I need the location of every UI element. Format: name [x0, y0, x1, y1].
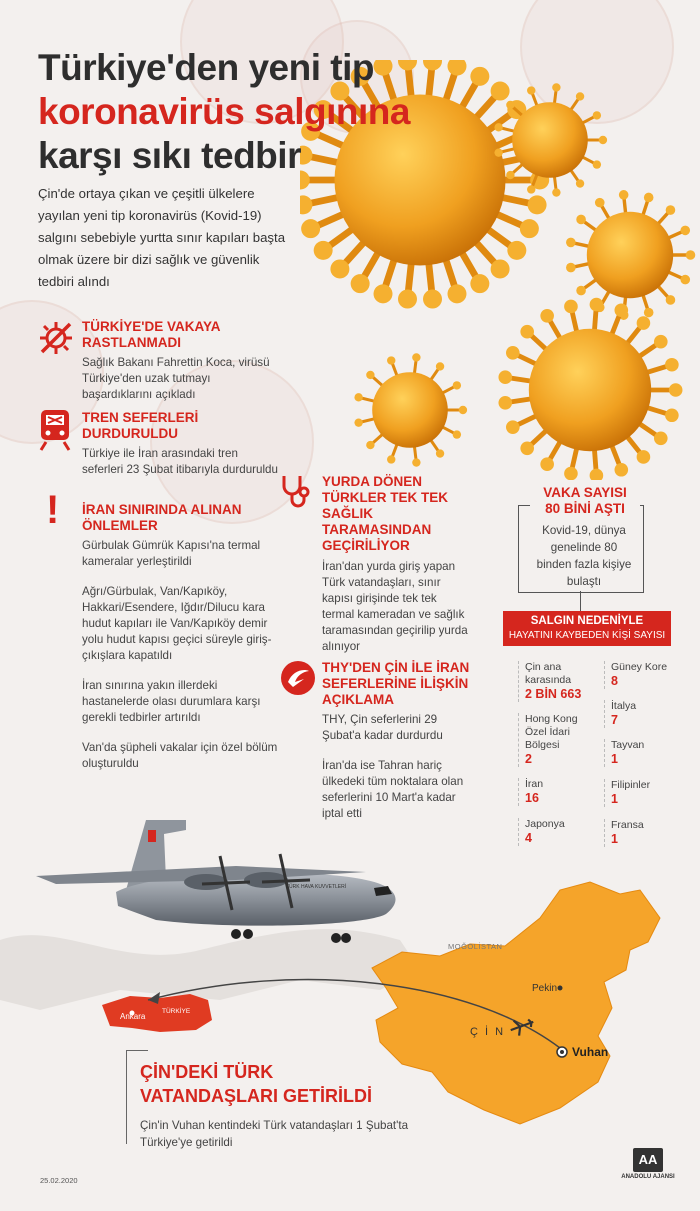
connector-line: [580, 591, 581, 611]
section-thy-heading: THY'DEN ÇİN İLE İRAN SEFERLERİNE İLİŞKİN AÇIKLAMA: [322, 660, 470, 707]
title-line-2: koronavirüs salgınına: [38, 91, 410, 132]
evac-heading-1: ÇİN'DEKİ TÜRK: [140, 1062, 274, 1082]
map-label-pekin: Pekin: [532, 983, 558, 994]
death-stat-name: Tayvan: [611, 739, 645, 751]
death-stat-value: 8: [611, 674, 618, 688]
deaths-banner-2: HAYATINI KAYBEDEN KİŞİ SAYISI: [508, 630, 666, 641]
section-evacuation: [140, 1060, 440, 1108]
section-no-cases-body: Sağlık Bakanı Fahrettin Koca, virüsü Türkiye'den uzak tutmayı başardıklarını açıkladı: [82, 356, 270, 401]
section-no-cases-heading: TÜRKİYE'DE VAKAYA RASTLANMADI: [82, 319, 220, 350]
section-no-cases: [82, 319, 282, 403]
death-stat-south-korea: [604, 661, 681, 689]
map-label-ankara: Ankara: [120, 1012, 146, 1021]
aa-logo-text: ANADOLU AJANSI: [621, 1174, 675, 1180]
aircraft-livery-text: TÜRK HAVA KUVVETLERİ: [286, 884, 347, 890]
case-count-body: Kovid-19, dünya genelinde 80 binden fazla kişiye bulaştı: [536, 524, 632, 588]
section-iran-border: [82, 502, 282, 772]
death-stat-name: Japonya: [525, 818, 565, 830]
section-returning-heading: YURDA DÖNEN TÜRKLER TEK TEK SAĞLIK TARAMASINDAN GEÇİRİLİYOR: [322, 474, 448, 553]
death-stat-italy: [604, 700, 681, 728]
section-thy-p2: İran'da ise Tahran hariç ülkedeki tüm noktalara olan seferlerini 10 Mart'a kadar iptal etti: [322, 759, 464, 820]
title-line-3: karşı sıkı tedbir: [38, 135, 301, 176]
train-icon: [38, 408, 72, 452]
death-stat-name: Hong Kong Özel İdari Bölgesi: [525, 713, 578, 751]
footer-date: 25.02.2020: [40, 1176, 78, 1185]
aa-logo: [620, 1148, 676, 1180]
virus-particle: [566, 190, 695, 320]
section-iran-p2: Ağrı/Gürbulak, Van/Kapıköy, Hakkari/Esendere, Iğdır/Dilucu kara hudut kapıları ile Van/Kapıköy demir yolu hudut kapısı geçici süreyle giriş-çıkışlara kapatıldı: [82, 585, 272, 662]
aa-logo-mark: AA: [633, 1148, 663, 1172]
section-iran-p1: Gürbulak Gümrük Kapısı'na termal kameralar yerleştirildi: [82, 539, 261, 568]
death-stat-value: 1: [611, 832, 618, 846]
section-iran-p4: Van'da şüpheli vakalar için özel bölüm oluşturuldu: [82, 741, 278, 770]
death-stat-name: İran: [525, 778, 544, 790]
virus-particle: [498, 298, 682, 480]
page-title: [38, 46, 458, 178]
section-returning: [322, 474, 480, 554]
evac-box-left-line: [126, 1050, 127, 1144]
death-stat-japan: [518, 818, 595, 846]
pekin-marker: [558, 986, 563, 991]
death-stat-value: 2 BİN 663: [525, 687, 582, 701]
death-stat-taiwan: [604, 739, 681, 767]
section-thy: [322, 660, 480, 822]
death-stat-name: İtalya: [611, 700, 637, 712]
virus-crossed-icon: [36, 318, 76, 358]
death-stat-name: Güney Kore: [611, 661, 668, 673]
stethoscope-icon: [278, 472, 318, 512]
map-label-cin: Ç İ N: [470, 1026, 506, 1038]
map-label-vuhan: Vuhan: [572, 1045, 609, 1059]
death-stat-hongkong: [518, 713, 595, 767]
evac-heading-2: VATANDAŞLARI GETİRİLDİ: [140, 1086, 372, 1106]
section-train-heading: TREN SEFERLERİ DURDURULDU: [82, 410, 199, 441]
death-stat-value: 7: [611, 713, 618, 727]
case-count-heading-2: 80 BİNİ AŞTI: [545, 501, 625, 516]
death-stat-philippines: [604, 779, 681, 807]
deaths-banner-1: SALGIN NEDENİYLE: [530, 615, 644, 627]
death-stat-name: Çin ana karasında: [525, 661, 572, 686]
section-returning-body-wrap: [322, 555, 472, 655]
death-stat-value: 1: [611, 792, 618, 806]
death-stat-value: 16: [525, 791, 539, 805]
case-count-heading-1: VAKA SAYISI: [543, 485, 627, 500]
evac-box-top-line: [126, 1050, 148, 1051]
death-stat-china: [518, 661, 605, 702]
intro-text: Çin'de ortaya çıkan ve çeşitli ülkelere yayılan yeni tip koronavirüs (Kovid-19) salgını sebebiyle yurtta sınır kapıları başta olmak üzere bir dizi sağlık ve güvenlik tedbiri alındı: [38, 186, 286, 289]
section-thy-p1: THY, Çin seferlerini 29 Şubat'a kadar durdurdu: [322, 713, 443, 742]
death-stat-name: Fransa: [611, 819, 644, 831]
death-stat-france: [604, 819, 681, 847]
case-count-heading: [530, 485, 640, 517]
section-train-body: Türkiye ile İran arasındaki tren seferleri 23 Şubat itibarıyla durduruldu: [82, 447, 278, 476]
deaths-banner: [503, 611, 671, 646]
section-returning-body: İran'dan yurda giriş yapan Türk vatandaşları, sınır kapısı girişinde tek tek termal kameradan ve sağlık taramasından geçirilip yurda alınıyor: [322, 560, 468, 653]
virus-particle: [354, 353, 467, 466]
death-stat-name: Filipinler: [611, 779, 651, 791]
death-stat-iran: [518, 778, 595, 806]
evac-body: Çin'in Vuhan kentindeki Türk vatandaşları 1 Şubat'ta Türkiye'ye getirildi: [140, 1119, 409, 1149]
section-iran-heading: İRAN SINIRINDA ALINAN ÖNLEMLER: [82, 502, 242, 533]
turkish-airlines-logo-icon: [280, 660, 316, 696]
exclamation-icon: !: [46, 488, 60, 532]
section-iran-p3: İran sınırına yakın illerdeki hastanelerde olası durumlara karşı gerekli tedbirler artırıldı: [82, 679, 261, 724]
section-train: [82, 410, 282, 478]
death-stat-value: 2: [525, 752, 532, 766]
aircraft-illustration: [36, 820, 416, 950]
map-label-turkiye: TÜRKİYE: [162, 1008, 191, 1015]
death-stat-value: 1: [611, 752, 618, 766]
map-label-mongolia: MOĞOLİSTAN: [448, 942, 503, 951]
death-stat-value: 4: [525, 831, 532, 845]
title-line-1: Türkiye'den yeni tip: [38, 47, 374, 88]
